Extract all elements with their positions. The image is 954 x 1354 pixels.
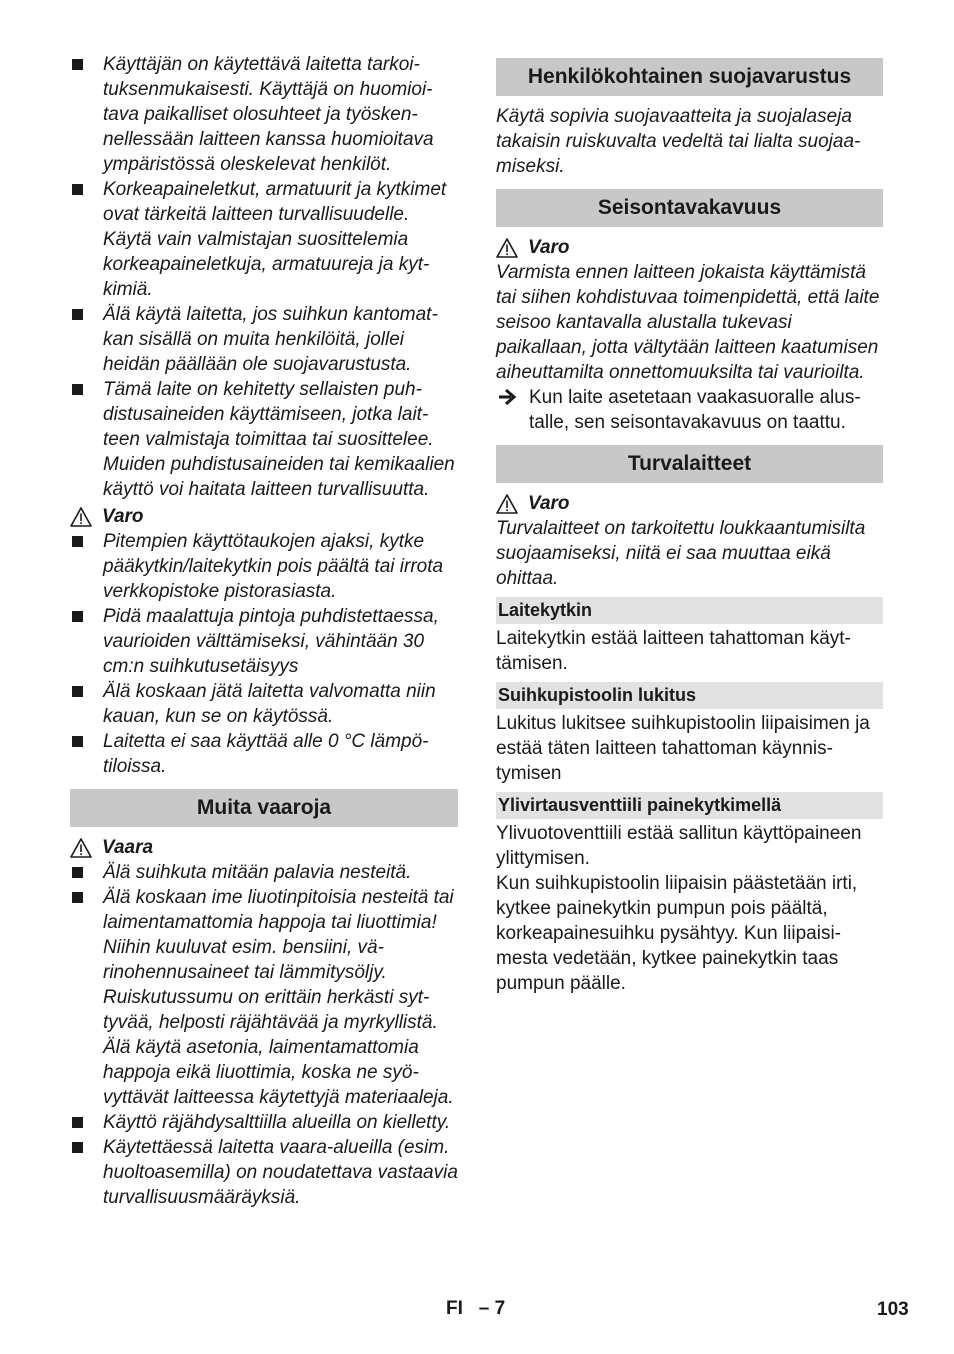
list-item: Pidä maalattuja pintoja puhdistettaessa, vaurioiden välttämiseksi, vähintään 30 cm:n suihkutusetäisyys [70, 604, 458, 679]
footer-local-page: – 7 [478, 1298, 506, 1319]
list-item: Pitempien käyttötaukojen ajaksi, kytke pääkytkin/laitekytkin pois päältä tai irrota verkkopistoke pistorasiasta. [70, 529, 458, 604]
right-column [496, 52, 883, 996]
paragraph: Käytä sopivia suojavaatteita ja suojalaseja takaisin ruiskuvalta vedeltä tai lialta suojaamiseksi. [496, 106, 861, 177]
caution-text: Varo [528, 237, 570, 258]
caution-label [496, 235, 883, 260]
caution-label [496, 491, 883, 516]
bullet-list-bottom [70, 860, 458, 1210]
instruction-step [496, 385, 883, 435]
danger-text: Vaara [102, 837, 154, 858]
paragraph: Kun suihkupistoolin liipaisin päästetään irti, kytkee painekytkin pumpun pois päältä, korkeapainesuihku pysähtyy. Kun liipaisimesta vedetään, kytkee painekytkin taas pumpun päälle. [496, 873, 858, 994]
paragraph: Ylivuotoventtiili estää sallitun käyttöpaineen ylittymisen. [496, 823, 862, 869]
section-heading-protective-equipment: Henkilökohtainen suojavarustus [496, 58, 883, 96]
instruction-text: Kun laite asetetaan vaakasuoralle alustalle, sen seisontavakavuus on taattu. [529, 387, 861, 433]
warning-triangle-icon [496, 238, 518, 258]
subheading-trigger-lock: Suihkupistoolin lukitus [496, 682, 883, 709]
warning-triangle-icon [70, 507, 92, 527]
arrow-right-icon [498, 388, 516, 406]
list-item: Älä koskaan ime liuotinpitoisia nesteitä tai laimentamattomia happoja tai liuottimia! Niihin kuuluvat esim. bensiini, värinohennusaineet tai lämmitysöljy. Ruiskutussumu on erittäin herkästi syttyvää, helposti räjähtävää ja myrkyllistä. Älä käytä asetonia, laimentamattomia happoja eikä liuottimia, koska ne syövyttävät laitteessa käytettyjä materiaaleja. [70, 885, 458, 1110]
list-item: Käyttäjän on käytettävä laitetta tarkoituksenmukaisesti. Käyttäjä on huomioitava paikalliset olosuhteet ja työskennellessään laitteen kanssa huomioitava ympäristössä oleskelevat henkilöt. [70, 52, 458, 177]
paragraph: Laitekytkin estää laitteen tahattoman käyttämisen. [496, 628, 851, 674]
list-item: Käytettäessä laitetta vaara-alueilla (esim. huoltoasemilla) on noudatettava vastaavia turvallisuusmääräyksiä. [70, 1135, 458, 1210]
subheading-device-switch: Laitekytkin [496, 597, 883, 624]
list-item: Älä käytä laitetta, jos suihkun kantomatkan sisällä on muita henkilöitä, jollei heidän päällään ole suojavarustusta. [70, 302, 458, 377]
section-heading-safety-devices: Turvalaitteet [496, 445, 883, 483]
danger-label [70, 835, 458, 860]
paragraph: Turvalaitteet on tarkoitettu loukkaantumisilta suojaamiseksi, niitä ei saa muuttaa eikä ohittaa. [496, 518, 866, 589]
warning-triangle-icon [496, 494, 518, 514]
list-item: Älä koskaan jätä laitetta valvomatta niin kauan, kun se on käytössä. [70, 679, 458, 729]
section-heading-other-hazards: Muita vaaroja [70, 789, 458, 827]
bullet-list-mid [70, 529, 458, 779]
list-item: Laitetta ei saa käyttää alle 0 °C lämpötiloissa. [70, 729, 458, 779]
list-item: Tämä laite on kehitetty sellaisten puhdistusaineiden käyttämiseen, jotka laitteen valmistaja toimittaa tai suosittelee. Muiden puhdistusaineiden tai kemikaalien käyttö voi haitata laitteen turvallisuutta. [70, 377, 458, 502]
footer-language: FI [446, 1298, 463, 1319]
paragraph: Lukitus lukitsee suihkupistoolin liipaisimen ja estää täten laitteen tahattoman käynnistymisen [496, 713, 870, 784]
caution-text: Varo [528, 493, 570, 514]
left-column [70, 52, 458, 1210]
page-number: 103 [877, 1299, 909, 1320]
bullet-list-top [70, 52, 458, 502]
section-heading-stability: Seisontavakavuus [496, 189, 883, 227]
caution-text: Varo [102, 506, 144, 527]
footer-language-page [446, 1298, 505, 1320]
list-item: Älä suihkuta mitään palavia nesteitä. [70, 860, 458, 885]
subheading-overflow-valve: Ylivirtausventtiili painekytkimellä [496, 792, 883, 819]
caution-label [70, 504, 458, 529]
paragraph: Varmista ennen laitteen jokaista käyttämistä tai siihen kohdistuvaa toimenpidettä, että laite seisoo kantavalla alustalla tukevasi paikallaan, jotta vältytään laitteen kaatumisen aiheuttamilta onnettomuuksilta tai vaurioilta. [496, 262, 880, 383]
list-item: Korkeapaineletkut, armatuurit ja kytkimet ovat tärkeitä laitteen turvallisuudelle. Käytä vain valmistajan suosittelemia korkeapaineletkuja, armatuureja ja kytkimiä. [70, 177, 458, 302]
list-item: Käyttö räjähdysalttiilla alueilla on kielletty. [70, 1110, 458, 1135]
warning-triangle-icon [70, 838, 92, 858]
